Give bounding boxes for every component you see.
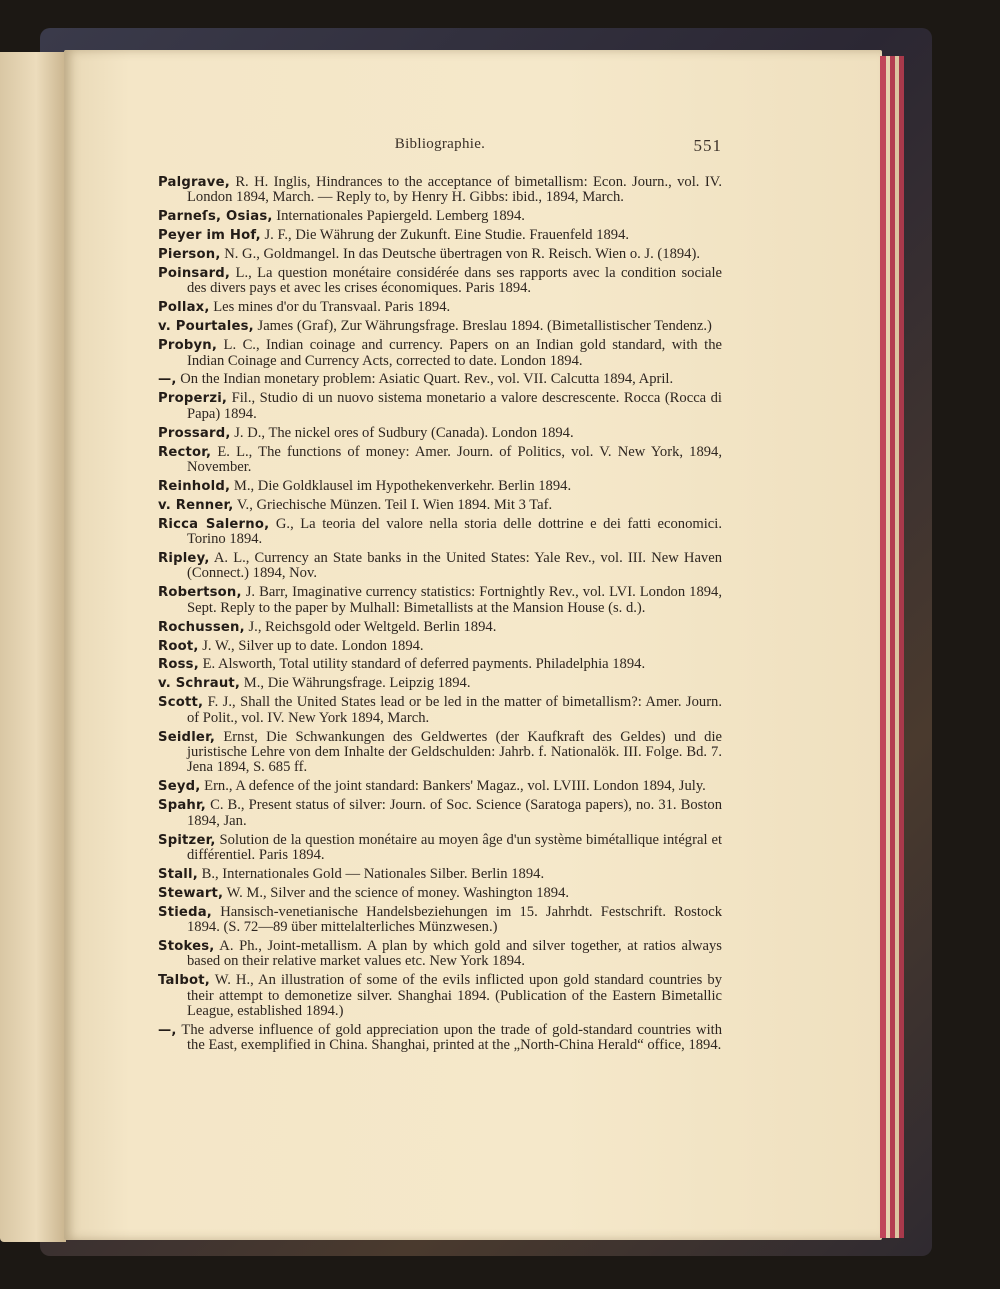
entry-text: Fil., Studio di un nuovo sistema monetario a valore descrescente. Rocca (Rocca di Papa) 1894. — [187, 390, 722, 422]
entry-author: Poinsard, — [158, 266, 231, 282]
entry-text: On the Indian monetary problem: Asiatic Quart. Rev., vol. VII. Calcutta 1894, April. — [176, 371, 674, 388]
entry-text: L. C., Indian coinage and currency. Papers on an Indian gold standard, with the Indian Coinage and Currency Acts, corrected to date. London 1894. — [187, 337, 722, 369]
bibliography-entry — [158, 300, 722, 315]
bibliography-list — [158, 175, 722, 1057]
bibliography-entry — [158, 498, 722, 513]
bibliography-entry — [158, 657, 722, 672]
entry-author: —, — [158, 372, 177, 388]
entry-author: Reinhold, — [158, 478, 231, 494]
bibliography-entry — [158, 730, 722, 776]
entry-author: Ross, — [158, 657, 199, 673]
bibliography-entry — [158, 247, 722, 262]
bibliography-entry — [158, 886, 722, 901]
entry-author: Stall, — [158, 866, 198, 882]
entry-text: A. L., Currency an State banks in the United States: Yale Rev., vol. III. New Haven (Connect.) 1894, Nov. — [187, 550, 722, 582]
bibliography-entry — [158, 779, 722, 794]
entry-text: Hansisch-venetianische Handelsbeziehungen im 15. Jahrhdt. Festschrift. Rostock 1894. (S. 72—89 über mittelalterliches Münzwesen.) — [187, 903, 722, 936]
entry-author: Rector, — [158, 444, 212, 460]
entry-author: Scott, — [158, 695, 204, 711]
page-number: 551 — [693, 136, 722, 155]
entry-text: J. Barr, Imaginative currency statistics: Fortnightly Rev., vol. LVI. London 1894, Sept. Reply to the paper by Mulhall: Bimetallists at the Mansion House (s. d.). — [187, 584, 722, 616]
bibliography-entry — [158, 266, 722, 297]
entry-author: Rochussen, — [158, 619, 245, 635]
entry-author: Stewart, — [158, 885, 224, 901]
bibliography-entry — [158, 551, 722, 582]
entry-text: J. D., The nickel ores of Sudbury (Canada). London 1894. — [230, 424, 574, 441]
left-page-edge — [0, 52, 66, 1242]
entry-text: A. Ph., Joint-metallism. A plan by which gold and silver together, at ratios always based on their relative market values etc. New York 1894. — [187, 937, 722, 970]
bibliography-entry — [158, 445, 722, 476]
bibliography-entry — [158, 973, 722, 1019]
entry-author: Stieda, — [158, 904, 213, 920]
entry-author: v. Renner, — [158, 497, 234, 513]
bibliography-entry — [158, 939, 722, 970]
entry-author: Robertson, — [158, 585, 242, 601]
entry-text: E. L., The functions of money: Amer. Journ. of Politics, vol. V. New York, 1894, November. — [187, 443, 722, 475]
entry-text: Ern., A defence of the joint standard: Bankers' Magaz., vol. LVIII. London 1894, July. — [200, 778, 706, 795]
bibliography-entry — [158, 620, 722, 635]
entry-author: Ripley, — [158, 551, 210, 567]
entry-author: Spitzer, — [158, 832, 216, 848]
bibliography-entry — [158, 209, 722, 224]
entry-text: M., Die Währungsfrage. Leipzig 1894. — [240, 675, 471, 692]
entry-text: B., Internationales Gold — Nationales Silber. Berlin 1894. — [197, 865, 545, 882]
bibliography-entry — [158, 798, 722, 829]
entry-text: L., La question monétaire considérée dans ses rapports avec la condition sociale des divers pays et avec les crises économiques. Paris 1894. — [187, 265, 722, 297]
bibliography-entry — [158, 372, 722, 387]
bibliography-entry — [158, 867, 722, 882]
entry-author: Palgrave, — [158, 175, 230, 190]
bibliography-entry — [158, 1023, 722, 1054]
entry-author: Talbot, — [158, 973, 210, 989]
page-edge-red — [899, 56, 904, 1238]
entry-author: Probyn, — [158, 338, 218, 354]
entry-text: W. M., Silver and the science of money. Washington 1894. — [223, 884, 570, 901]
entry-author: Ricca Salerno, — [158, 516, 270, 532]
entry-author: Pierson, — [158, 247, 221, 263]
bibliography-entry — [158, 676, 722, 691]
entry-text: C. B., Present status of silver: Journ. of Soc. Science (Saratoga papers), no. 31. Boston 1894, Jan. — [187, 797, 722, 829]
entry-text: The adverse influence of gold appreciation upon the trade of gold-standard countries with the East, exemplified in China. Shanghai, printed at the „North-China Herald“ office, 1894. — [176, 1022, 722, 1054]
bibliography-entry — [158, 585, 722, 616]
page-header — [158, 136, 722, 158]
entry-author: Parneſs, Osias, — [158, 209, 273, 225]
entry-text: E. Alsworth, Total utility standard of deferred payments. Philadelphia 1894. — [198, 656, 646, 673]
bibliography-entry — [158, 319, 722, 334]
bibliography-entry — [158, 517, 722, 548]
entry-author: Prossard, — [158, 425, 231, 441]
entry-text: M., Die Goldklausel im Hypothekenverkehr. Berlin 1894. — [230, 477, 572, 494]
entry-author: Stokes, — [158, 938, 215, 954]
bibliography-entry — [158, 833, 722, 864]
entry-author: Properzi, — [158, 391, 228, 407]
entry-text: G., La teoria del valore nella storia delle dottrine e dei fatti economici. Torino 1894. — [187, 515, 722, 548]
entry-author: Spahr, — [158, 798, 206, 814]
bibliography-entry — [158, 639, 722, 654]
entry-author: v. Pourtales, — [158, 319, 254, 335]
entry-text: Internationales Papiergeld. Lemberg 1894. — [272, 208, 525, 225]
entry-author: v. Schraut, — [158, 676, 241, 692]
entry-author: Seyd, — [158, 779, 201, 795]
bibliography-entry — [158, 175, 722, 206]
entry-author: Peyer im Hof, — [158, 228, 261, 244]
entry-text: J. W., Silver up to date. London 1894. — [198, 637, 424, 654]
bibliography-entry — [158, 228, 722, 243]
bibliography-entry — [158, 426, 722, 441]
entry-author: —, — [158, 1023, 177, 1038]
running-head: Bibliographie. — [394, 136, 486, 152]
entry-text: W. H., An illustration of some of the evils inflicted upon gold standard countries by their attempt to demonetize silver. Shanghai 1894. (Publication of the Eastern Bimetallic League, established 1894.) — [187, 972, 722, 1020]
bibliography-entry — [158, 479, 722, 494]
bibliography-entry — [158, 695, 722, 726]
entry-text: Solution de la question monétaire au moyen âge d'un système bimétallique intégral et différentiel. Paris 1894. — [187, 831, 722, 863]
entry-text: J. F., Die Währung der Zukunft. Eine Studie. Frauenfeld 1894. — [260, 227, 630, 244]
entry-text: R. H. Inglis, Hindrances to the acceptance of bimetallism: Econ. Journ., vol. IV. London 1894, March. — Reply to, by Henry H. Gibbs: ibid., 1894, March. — [187, 174, 722, 206]
entry-text: F. J., Shall the United States lead or be led in the matter of bimetallism?: Amer. Journ. of Polit., vol. IV. New York 1894, March. — [187, 694, 722, 726]
entry-author: Seidler, — [158, 729, 216, 745]
entry-text: V., Griechische Münzen. Teil I. Wien 1894. Mit 3 Taf. — [233, 496, 553, 513]
bibliography-entry — [158, 905, 722, 936]
entry-text: N. G., Goldmangel. In das Deutsche übertragen von R. Reisch. Wien o. J. (1894). — [220, 246, 700, 263]
entry-text: Ernst, Die Schwankungen des Geldwertes (der Kaufkraft des Geldes) und die juristische Lehre von dem Inhalte der Geldschulden: Jahrb. f. Nationalök. III. Folge. Bd. 7. Jena 1894, S. 685 ff. — [187, 728, 722, 776]
entry-author: Root, — [158, 638, 199, 654]
bibliography-entry — [158, 391, 722, 422]
bibliography-entry — [158, 338, 722, 369]
entry-text: Les mines d'or du Transvaal. Paris 1894. — [209, 299, 451, 316]
entry-author: Pollax, — [158, 300, 210, 316]
entry-text: J., Reichsgold oder Weltgeld. Berlin 1894. — [244, 618, 497, 635]
entry-text: James (Graf), Zur Währungsfrage. Breslau 1894. (Bimetallistischer Tendenz.) — [253, 318, 712, 335]
